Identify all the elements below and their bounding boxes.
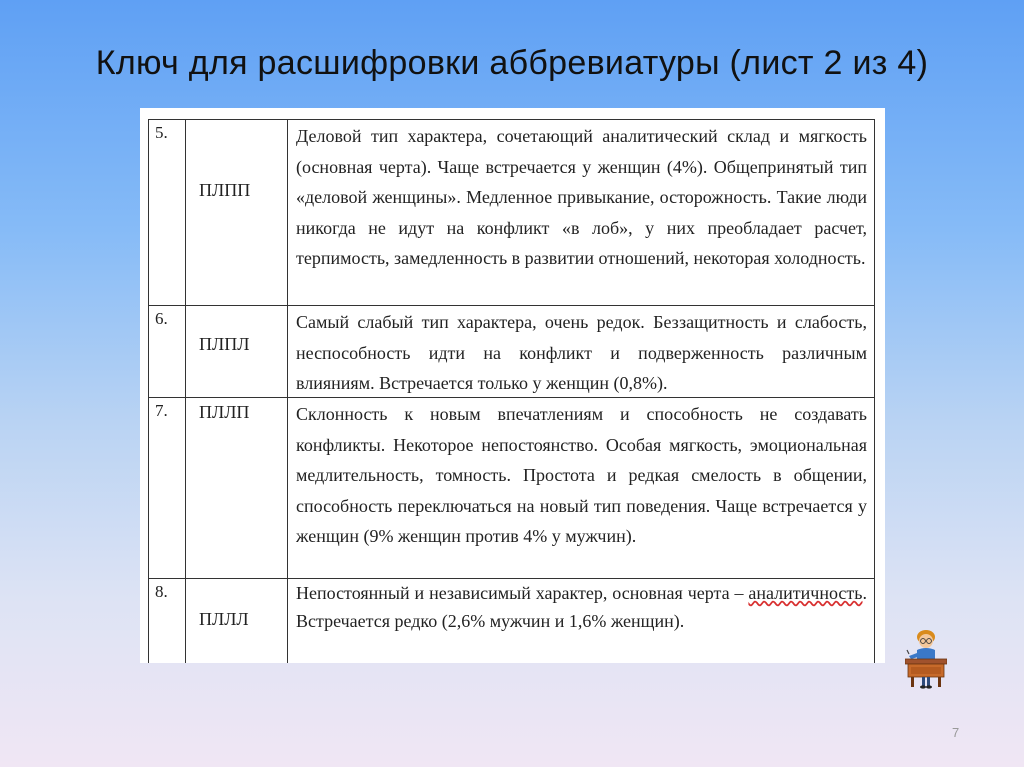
abbreviation-text: ПЛПЛ [199,334,250,354]
row-description: Склонность к новым впечатлениям и способность не создавать конфликты. Некоторое непостоянство. Особая мягкость, эмоциональная медлительность, томность. Простота и редкая смелость в общении, способность переключаться на новый тип поведения. Чаще встречается у женщин (9% женщин против 4% у мужчин). [296,404,867,546]
description-text: . Встречается редко (2,6% мужчин и 1,6% женщин). [296,583,867,631]
row-number: 7. [149,398,186,578]
student-at-desk-icon [905,628,947,690]
abbreviation-text: ПЛПП [199,180,251,200]
abbreviation-key-table [148,119,875,663]
page-number: 7 [952,725,960,740]
row-description: Самый слабый тип характера, очень редок. Беззащитность и слабость, неспособность идти на конфликт и подверженность различным влияниям. Встречается только у женщин (0,8%). [296,312,867,393]
row-number: 5. [149,120,186,305]
table-row [149,398,874,579]
row-description [288,579,874,663]
slide-title: Ключ для расшифровки аббревиатуры (лист 2 из 4) [95,44,929,82]
row-abbreviation [186,306,288,397]
abbreviation-text: ПЛЛП [199,402,250,422]
row-abbreviation [186,120,288,305]
table-row [149,306,874,398]
table-row [149,120,874,306]
row-number: 8. [149,579,186,663]
abbreviation-text: ПЛЛЛ [199,609,249,629]
description-text: Непостоянный и независимый характер, основная черта – [296,583,749,603]
row-abbreviation [186,579,288,663]
spellcheck-underlined-word: аналитичность [748,583,863,603]
table-image [140,108,885,663]
table-row [149,579,874,663]
row-abbreviation [186,398,288,578]
row-description: Деловой тип характера, сочетающий аналитический склад и мягкость (основная черта). Чаще встречается у женщин (4%). Общепринятый тип «деловой женщины». Медленное привыкание, осторожность. Такие люди никогда не идут на конфликт «в лоб», у них преобладает расчет, терпимость, замедленность в развитии отношений, некоторая холодность. [296,126,867,268]
row-number: 6. [149,306,186,397]
